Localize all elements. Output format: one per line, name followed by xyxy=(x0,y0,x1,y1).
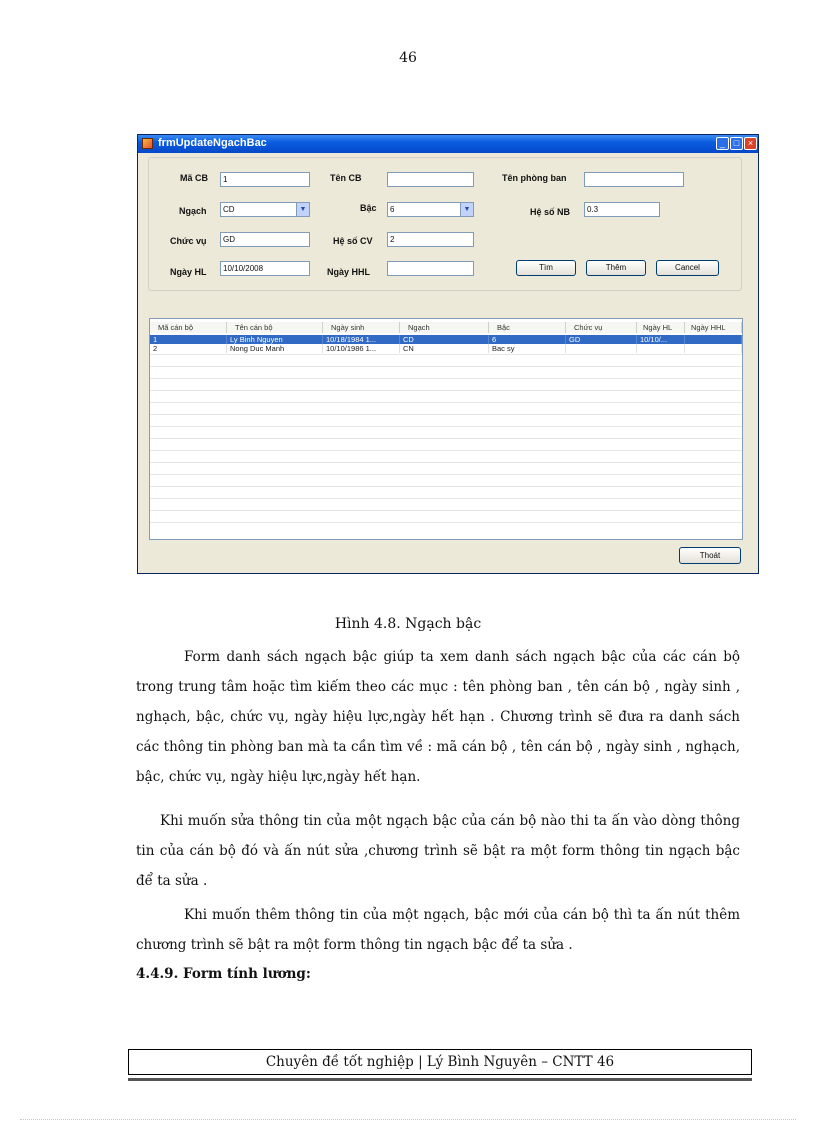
column-header[interactable]: Tên cán bộ xyxy=(227,322,323,333)
window-titlebar xyxy=(138,135,758,153)
table-cell xyxy=(566,344,637,353)
he-so-nb-input[interactable]: 0.3 xyxy=(584,202,660,217)
table-cell: 6 xyxy=(489,335,566,344)
bac-select[interactable] xyxy=(387,202,474,217)
app-icon xyxy=(142,138,153,149)
table-cell: 10/18/1984 1... xyxy=(323,335,400,344)
ma-cb-label: Mã CB xyxy=(180,173,209,183)
ngach-bac-grid[interactable] xyxy=(149,318,743,540)
paragraph-3: Khi muốn thêm thông tin của một ngạch, bậc mới của cán bộ thì ta ấn nút thêm chương trình sẽ bật ra một form thông tin ngạch bậc để ta sửa . xyxy=(136,907,740,953)
table-cell: Bac sy xyxy=(489,344,566,353)
table-cell: CN xyxy=(400,344,489,353)
he-so-nb-label: Hệ số NB xyxy=(530,207,571,217)
column-header[interactable]: Ngày HL xyxy=(637,322,685,333)
ma-cb-input[interactable]: 1 xyxy=(220,172,310,187)
grid-header xyxy=(150,322,742,333)
column-header[interactable]: Ngạch xyxy=(400,322,489,333)
table-cell: 10/10/... xyxy=(637,335,685,344)
column-header[interactable]: Ngày HHL xyxy=(685,322,742,333)
table-row[interactable] xyxy=(150,335,742,344)
column-header[interactable]: Ngày sinh xyxy=(323,322,400,333)
ten-cb-input[interactable] xyxy=(387,172,474,187)
column-header[interactable]: Chức vụ xyxy=(566,322,637,333)
table-cell: CD xyxy=(400,335,489,344)
tim-button[interactable]: Tìm xyxy=(516,260,576,276)
bac-value: 6 xyxy=(390,205,395,214)
table-cell: 2 xyxy=(150,344,227,353)
paragraph-2: Khi muốn sửa thông tin của một ngạch bậc của cán bộ nào thi ta ấn vào dòng thông tin của cán bộ đó và ấn nút sửa ,chương trình sẽ bật ra một form thông tin ngạch bậc để ta sửa . xyxy=(136,813,740,889)
ngach-label: Ngạch xyxy=(179,206,207,216)
column-header[interactable]: Bậc xyxy=(489,322,566,333)
ngach-select[interactable] xyxy=(220,202,310,217)
table-cell: 10/10/1986 1... xyxy=(323,344,400,353)
figure-caption: Hình 4.8. Ngạch bậc xyxy=(334,616,482,632)
chuc-vu-input[interactable]: GD xyxy=(220,232,310,247)
bac-label: Bậc xyxy=(360,203,377,213)
table-cell: Nong Duc Manh xyxy=(227,344,323,353)
table-row[interactable] xyxy=(150,344,742,353)
ngay-hhl-label: Ngày HHL xyxy=(327,267,371,277)
chevron-down-icon[interactable]: ▼ xyxy=(296,203,309,216)
he-so-cv-label: Hệ số CV xyxy=(333,236,373,246)
table-cell: 1 xyxy=(150,335,227,344)
page-footer: Chuyên đề tốt nghiệp | Lý Bình Nguyên – CNTT 46 xyxy=(128,1049,752,1075)
paragraph-1: Form danh sách ngạch bậc giúp ta xem danh sách ngạch bậc của các cán bộ trong trung tâm hoặc tìm kiếm theo các mục : tên phòng ban , tên cán bộ , ngày sinh , nghạch, bậc, chức vụ, ngày hiệu lực,ngày hết hạn . Chương trình sẽ đưa ra danh sách các thông tin phòng ban mà ta cần tìm về : mã cán bộ , tên cán bộ , ngày sinh , nghạch, bậc, chức vụ, ngày hiệu lực,ngày hết hạn. xyxy=(136,649,740,785)
section-heading: 4.4.9. Form tính lương: xyxy=(136,966,311,982)
close-button[interactable]: × xyxy=(744,137,757,150)
table-cell xyxy=(637,344,685,353)
table-cell: GD xyxy=(566,335,637,344)
window-title: frmUpdateNgachBac xyxy=(158,137,267,149)
ngay-hl-label: Ngày HL xyxy=(170,267,207,277)
column-header[interactable]: Mã cán bộ xyxy=(150,322,227,333)
footer-rule xyxy=(128,1078,752,1081)
ten-phong-ban-label: Tên phòng ban xyxy=(502,173,567,183)
ten-cb-label: Tên CB xyxy=(330,173,362,183)
page-number: 46 xyxy=(399,50,417,66)
table-cell: Ly Binh Nguyen xyxy=(227,335,323,344)
ngay-hl-input[interactable]: 10/10/2008 xyxy=(220,261,310,276)
form-screenshot xyxy=(137,134,759,574)
chevron-down-icon[interactable]: ▼ xyxy=(460,203,473,216)
chuc-vu-label: Chức vụ xyxy=(170,236,207,246)
minimize-button[interactable]: _ xyxy=(716,137,729,150)
ten-phong-ban-input[interactable] xyxy=(584,172,684,187)
he-so-cv-input[interactable]: 2 xyxy=(387,232,474,247)
maximize-button[interactable]: □ xyxy=(730,137,743,150)
page-bottom-divider xyxy=(20,1119,796,1120)
ngay-hhl-input[interactable] xyxy=(387,261,474,276)
cancel-button[interactable]: Cancel xyxy=(656,260,719,276)
them-button[interactable]: Thêm xyxy=(586,260,646,276)
table-cell xyxy=(685,335,742,344)
ngach-value: CD xyxy=(223,205,235,214)
thoat-button[interactable]: Thoát xyxy=(679,547,741,564)
table-cell xyxy=(685,344,742,353)
